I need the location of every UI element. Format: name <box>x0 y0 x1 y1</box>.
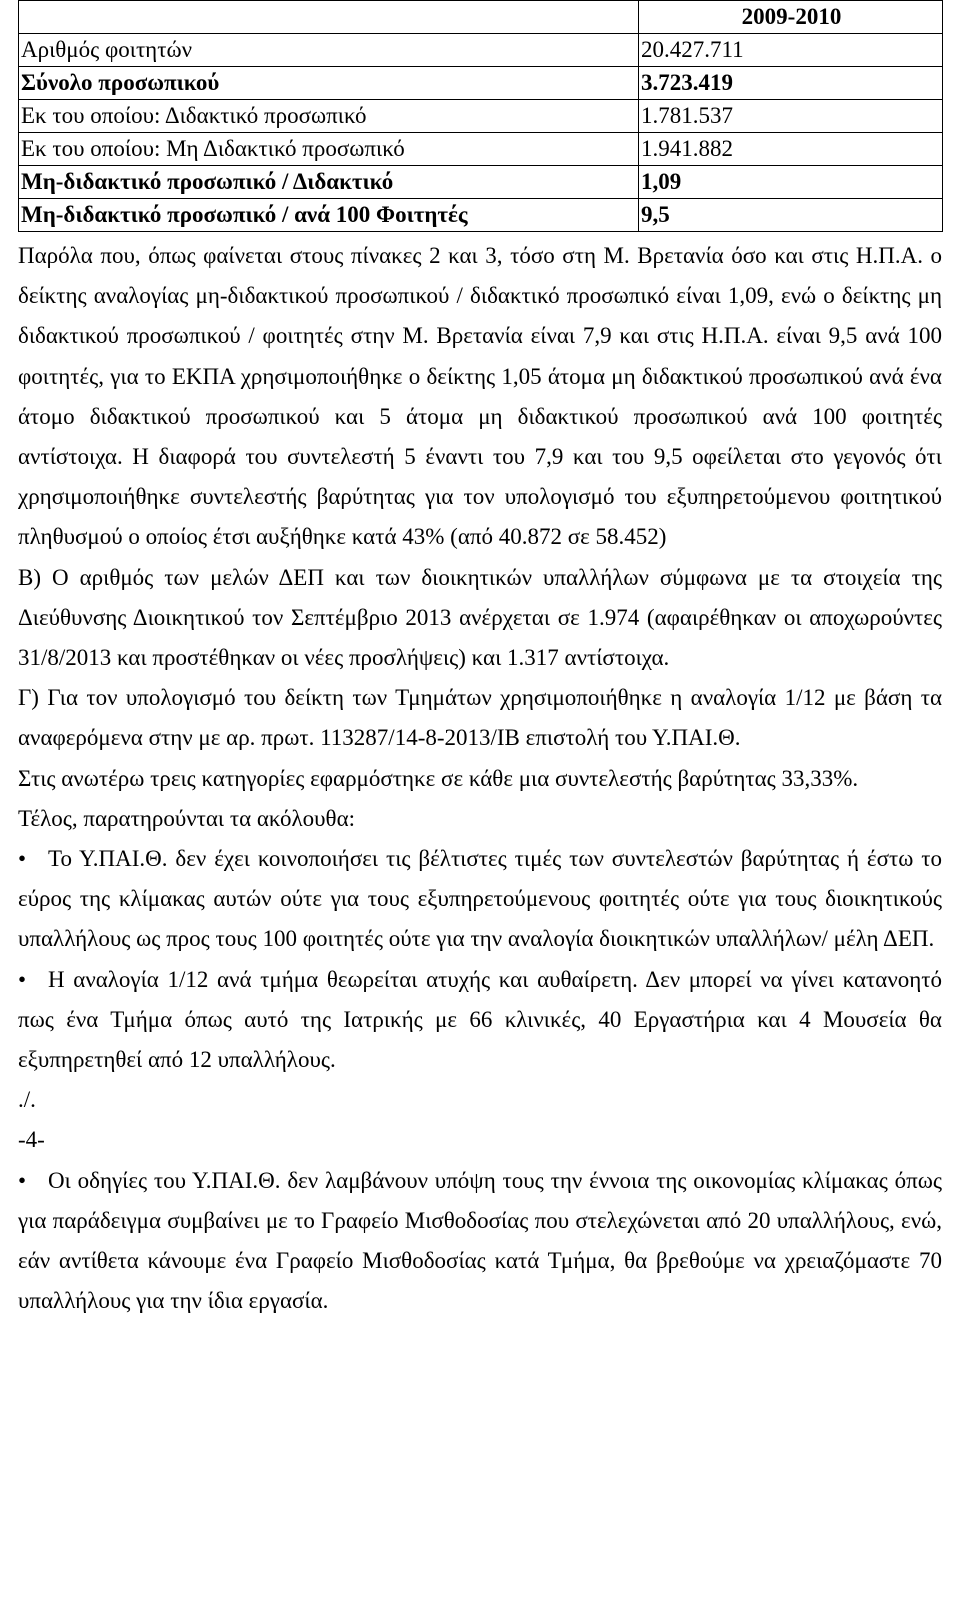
table-cell-value: 1.941.882 <box>639 133 943 166</box>
bullet-dot-icon: • <box>18 966 27 992</box>
bullet-dot-icon: • <box>18 1167 27 1193</box>
table-cell-value: 1,09 <box>639 166 943 199</box>
table-row <box>19 100 943 133</box>
bullet-text: Η αναλογία 1/12 ανά τμήμα θεωρείται ατυχής και αυθαίρετη. Δεν μπορεί να γίνει κατανοητό πως ένα Τμήμα όπως αυτό της Ιατρικής με 66 κλινικές, 40 Εργαστήρια και 4 Μουσεία θα εξυπηρετηθεί από 12 υπαλλήλους. <box>18 966 942 1073</box>
table-cell-value: 9,5 <box>639 199 943 232</box>
bullet-item <box>18 839 942 960</box>
continuation-mark: ./. <box>18 1087 36 1113</box>
bullet-text: Το Υ.ΠΑΙ.Θ. δεν έχει κοινοποιήσει τις βέλτιστες τιμές των συντελεστών βαρύτητας ή έστω το εύρος της κλίμακας αυτών ούτε για τους εξυπηρετούμενους φοιτητές ούτε για τους διοικητικούς υπαλλήλους ως προς τους 100 φοιτητές ούτε για την αναλογία διοικητικών υπαλλήλων/ μέλη ΔΕΠ. <box>18 846 942 952</box>
table-row <box>19 34 943 67</box>
table-row <box>19 166 943 199</box>
bullet-item <box>18 960 942 1081</box>
bullet-item <box>18 1161 942 1322</box>
table-cell-label: Σύνολο προσωπικού <box>19 67 639 100</box>
table-header-year: 2009-2010 <box>639 1 943 34</box>
statistics-table <box>18 0 943 232</box>
paragraph-comparison-ratios: Παρόλα που, όπως φαίνεται στους πίνακες 2 και 3, τόσο στη Μ. Βρετανία όσο και στις Η.Π.Α. ο δείκτης αναλογίας μη-διδακτικού προσωπικού / διδακτικό προσωπικό είναι 1,09, ενώ ο δείκτης μη διδακτικού προσωπικού / φοιτητές στην Μ. Βρετανία είναι 7,9 και στις Η.Π.Α. είναι 9,5 ανά 100 φοιτητές, για το ΕΚΠΑ χρησιμοποιήθηκε ο δείκτης 1,05 άτομα μη διδακτικού προσωπικού ανά ένα άτομο διδακτικού προσωπικού και 5 άτομα μη διδακτικού προσωπικού ανά 100 φοιτητές αντίστοιχα. Η διαφορά του συντελεστή 5 έναντι του 7,9 και του 9,5 οφείλεται στο γεγονός ότι χρησιμοποιήθηκε συντελεστής βαρύτητας για τον υπολογισμό του εξυπηρετούμενου φοιτητικού πληθυσμού ο οποίος έτσι αυξήθηκε κατά 43% (από 40.872 σε 58.452) <box>18 243 942 550</box>
table-cell-label: Εκ του οποίου: Διδακτικό προσωπικό <box>19 100 639 133</box>
table-row <box>19 133 943 166</box>
table-cell-label: Μη-διδακτικό προσωπικό / Διδακτικό <box>19 166 639 199</box>
paragraph-c-department-ratio: Γ) Για τον υπολογισμό του δείκτη των Τμημάτων χρησιμοποιήθηκε η αναλογία 1/12 με βάση τα αναφερόμενα στην με αρ. πρωτ. 113287/14-8-2013/ΙΒ επιστολή του Υ.ΠΑΙ.Θ. <box>18 685 942 751</box>
table-cell-label: Αριθμός φοιτητών <box>19 34 639 67</box>
document-body <box>18 236 942 1321</box>
bullet-text: Οι οδηγίες του Υ.ΠΑΙ.Θ. δεν λαμβάνουν υπόψη τους την έννοια της οικονομίας κλίμακας όπως για παράδειγμα συμβαίνει με το Γραφείο Μισθοδοσίας που στελεχώνεται από 20 υπαλλήλους, ενώ, εάν αντίθετα κάνουμε ένα Γραφείο Μισθοδοσίας κατά Τμήμα, θα βρεθούμε να χρειαζόμαστε 70 υπαλλήλους για την ίδια εργασία. <box>18 1167 942 1314</box>
table-cell-label: Εκ του οποίου: Μη Διδακτικό προσωπικό <box>19 133 639 166</box>
document-page <box>18 0 942 1321</box>
table-row <box>19 199 943 232</box>
table-header-empty-cell <box>19 1 639 34</box>
page-number: -4- <box>18 1127 45 1153</box>
paragraph-b-staff-counts: Β) Ο αριθμός των μελών ΔΕΠ και των διοικητικών υπαλλήλων σύμφωνα με τα στοιχεία της Διεύθυνσης Διοικητικού τον Σεπτέμβριο 2013 ανέρχεται σε 1.974 (αφαιρέθηκαν οι αποχωρούντες 31/8/2013 και προστέθηκαν οι νέες προσλήψεις) και 1.317 αντίστοιχα. <box>18 564 942 671</box>
paragraph-observations-intro: Τέλος, παρατηρούνται τα ακόλουθα: <box>18 805 356 831</box>
table-cell-value: 3.723.419 <box>639 67 943 100</box>
table-cell-value: 1.781.537 <box>639 100 943 133</box>
table-cell-value: 20.427.711 <box>639 34 943 67</box>
table-row <box>19 67 943 100</box>
table-cell-label: Μη-διδακτικό προσωπικό / ανά 100 Φοιτητές <box>19 199 639 232</box>
paragraph-weighting-factor: Στις ανωτέρω τρεις κατηγορίες εφαρμόστηκε σε κάθε μια συντελεστής βαρύτητας 33,33%. <box>18 765 859 791</box>
bullet-dot-icon: • <box>18 846 27 872</box>
table-header-row <box>19 1 943 34</box>
